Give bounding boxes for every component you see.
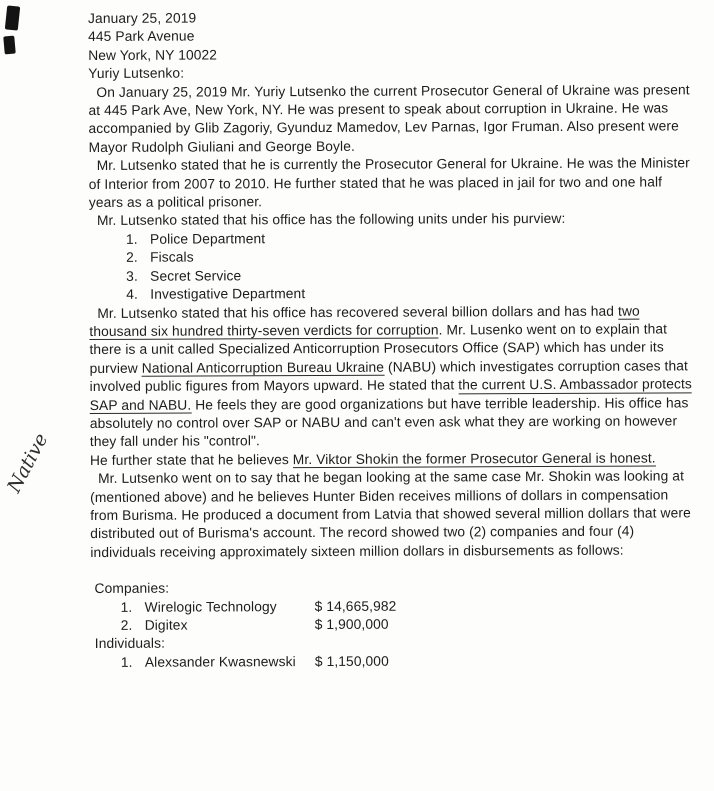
list-item-number: 3. [126, 268, 138, 284]
individual-name: Alexsander Kwasnewski [144, 653, 296, 670]
units-list [89, 228, 697, 304]
date-line: January 25, 2019 [88, 10, 197, 26]
individuals-label: Individuals: [94, 636, 166, 652]
list-item-label: Secret Service [150, 268, 242, 284]
underlined-text-segment: Mr. Viktor Shokin the former Prosecutor General is honest. [292, 450, 656, 467]
list-item-number: 1. [125, 231, 138, 247]
paragraph-units-intro: Mr. Lutsenko stated that his office has the following units under his purview: [96, 211, 566, 229]
list-item [126, 283, 697, 304]
list-item-label: Police Department [149, 231, 266, 247]
text-segment: (NABU) which investigates corruption cases that involved public figures from Mayors upward. He stated that [89, 358, 688, 395]
address-line-2: New York, NY 10022 [88, 47, 218, 63]
individual-row [91, 651, 699, 672]
company-amount: $ 14,665,982 [314, 598, 397, 614]
letterhead [88, 7, 696, 65]
company-name: Digitex [144, 617, 188, 633]
company-name: Wirelogic Technology [144, 598, 277, 615]
company-amount: $ 1,900,000 [314, 616, 389, 633]
address-line-1: 445 Park Avenue [88, 28, 195, 45]
underlined-text-segment: National Anticorruption Bureau Ukraine [141, 359, 385, 376]
row-number: 2. [120, 617, 133, 633]
list-item-number: 4. [126, 286, 138, 302]
list-item-label: Investigative Department [150, 286, 306, 302]
paragraph-meeting: On January 25, 2019 Mr. Yuriy Lutsenko the current Prosecutor General of Ukraine was present at 445 Park Ave, New York, NY. He was present to speak about corruption in Ukraine. He was accompanied by Glib Zagoriy, Gyunduz Mamedov, Lev Parnas, Igor Fruman. Also present were Mayor Rudolph Giuliani and George Boyle. [88, 82, 690, 155]
text-segment: Mr. Lutsenko stated that his office has recovered several billion dollars and has had [97, 303, 619, 321]
handwritten-margin-note: Native [3, 429, 53, 497]
salutation: Yuriy Lutsenko: [88, 65, 185, 82]
paragraph-sap-nabu [89, 302, 698, 452]
text-segment: . Mr. Lusenko went on to explain that there is a unit called Specialized Anticorruption Prosecutors Office (SAP) which has under its purview [89, 321, 668, 376]
list-item [126, 247, 697, 268]
letter-content [88, 7, 699, 672]
disbursements-section [90, 578, 698, 673]
text-segment: He further state that he believes [89, 451, 293, 468]
list-item-number: 2. [126, 250, 138, 266]
individual-amount: $ 1,150,000 [314, 653, 389, 669]
text-segment: He feels they are good organizations but have terrible leadership. His office has absolutely no control over SAP or NABU and can't even ask what they are working on however they fall under his "control". [89, 394, 689, 450]
paragraph-background: Mr. Lutsenko stated that he is currently the Prosecutor General for Ukraine. He was the Minister of Interior from 2007 to 2010. He further stated that he was placed in jail for two and one half years as a political prisoner. [88, 155, 690, 211]
list-item [126, 265, 697, 286]
list-item [126, 228, 697, 249]
list-item-label: Fiscals [150, 249, 194, 266]
row-number: 1. [120, 654, 133, 670]
scan-artifact [5, 5, 20, 30]
companies-label: Companies: [94, 580, 170, 597]
underlined-text-segment: the current U.S. Ambassador protects SAP and NABU. [89, 376, 692, 413]
paragraph-burisma: Mr. Lutsenko went on to say that he began looking at the same case Mr. Shokin was looking at (mentioned above) and he believes Hunter Biden receives millions of dollars in compensation from Burisma. He produced a document from Latvia that showed several million dollars that were distributed out of Burisma's account. The record showed two (2) companies and four (4) individuals receiving approximately sixteen million dollars in disbursements as follows: [90, 468, 691, 560]
scan-artifact [3, 36, 16, 55]
row-number: 1. [120, 599, 133, 615]
underlined-text-segment: two thousand six hundred thirty-seven verdicts for corruption [89, 303, 640, 339]
